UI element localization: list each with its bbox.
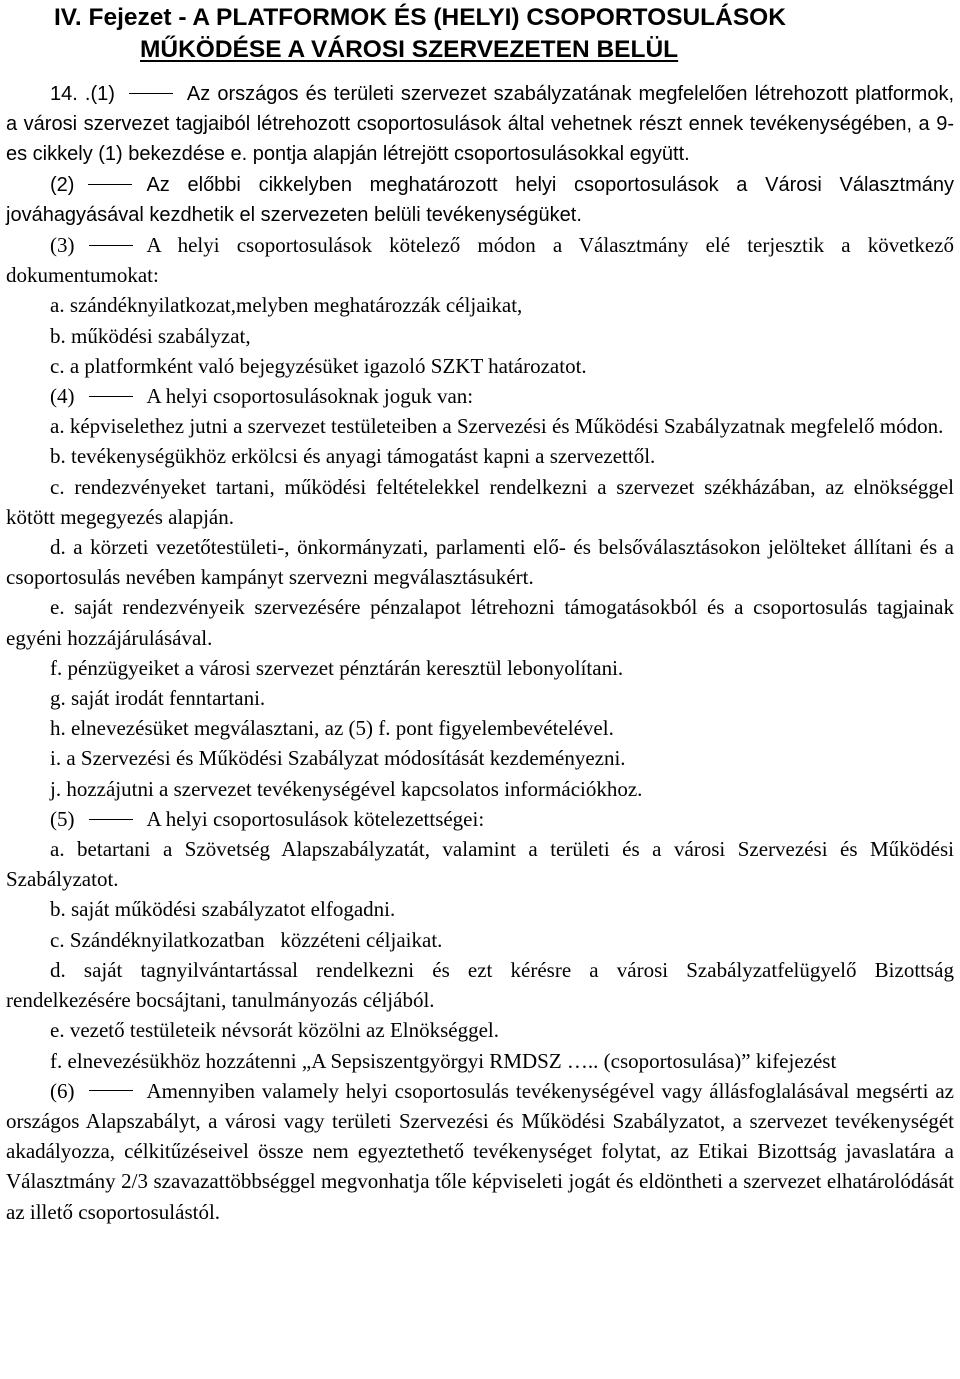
dash-separator	[89, 819, 133, 820]
dash-separator	[89, 1090, 133, 1091]
paragraph-5-text: A helyi csoportosulások kötelezettségei:	[146, 806, 485, 831]
list-item: g. saját irodát fenntartani.	[50, 686, 266, 711]
list-item: a. betartani a Szövetség Alapszabályzatát, valamint a területi és a városi Szervezési és Működési Szabályzatot.	[6, 837, 954, 892]
list-item: j. hozzájutni a szervezet tevékenységével kapcsolatos információkhoz.	[50, 776, 643, 801]
dash-separator	[89, 245, 133, 246]
list-item: c. a platformként való bejegyzésüket igazoló SZKT határozatot.	[50, 353, 587, 378]
list-item: b. működési szabályzat,	[50, 323, 251, 348]
dash-separator	[129, 93, 173, 94]
article-number: 14. .(1)	[50, 83, 115, 105]
paragraph-6-number: (6)	[50, 1078, 75, 1103]
list-item: f. pénzügyeiket a városi szervezet pénztárán keresztül lebonyolítani.	[50, 655, 624, 680]
paragraph-3-text: A helyi csoportosulások kötelező módon a Választmány elé terjesztik a következő dokumentumokat:	[6, 233, 954, 288]
dash-separator	[88, 184, 132, 185]
paragraph-3	[6, 230, 954, 290]
paragraph-2	[6, 170, 954, 230]
paragraph-4-number: (4)	[50, 384, 75, 409]
list-item: e. saját rendezvényeik szervezésére pénzalapot létrehozni támogatásokból és a csoportosulás tagjainak egyéni hozzájárulásával.	[6, 595, 954, 650]
dash-separator	[89, 396, 133, 397]
list-item: a. képviselethez jutni a szervezet testületeiben a Szervezési és Működési Szabályzatnak megfelelő módon.	[50, 414, 944, 439]
list-item: d. a körzeti vezetőtestületi-, önkormányzati, parlamenti elő- és belsőválasztásokon jelölteket állítani és a csoportosulás nevében kampányt szervezni megválasztásukért.	[6, 535, 954, 590]
list-item: f. elnevezésükhöz hozzátenni „A Sepsiszentgyörgyi RMDSZ ….. (csoportosulása)” kifejezést	[50, 1048, 837, 1073]
list-item: d. saját tagnyilvántartással rendelkezni és ezt kérésre a városi Szabályzatfelügyelő Bizottság rendelkezésére bocsájtani, tanulmányozás céljából.	[6, 957, 954, 1013]
paragraph-2-text: Az előbbi cikkelyben meghatározott helyi csoportosulások a Városi Választmány jováhagyásával kezdhetik el szervezeten belüli tevékenységüket.	[6, 173, 954, 226]
list-item: c. Szándéknyilatkozatban közzéteni céljaikat.	[50, 927, 443, 952]
list-item: b. tevékenységükhöz erkölcsi és anyagi támogatást kapni a szervezettől.	[50, 444, 656, 469]
paragraph-5	[6, 804, 954, 834]
paragraph-4-text: A helyi csoportosulásoknak joguk van:	[146, 384, 474, 409]
list-item: a. szándéknyilatkozat,melyben meghatározzák céljaikat,	[50, 293, 523, 318]
list-item: h. elnevezésüket megválasztani, az (5) f. pont figyelembevételével.	[50, 716, 614, 741]
paragraph-1-text: Az országos és területi szervezet szabályzatának megfelelően létrehozott platformok, a városi szervezet tagjaiból létrehozott csoportosulások által vehetnek részt ennek tevékenységében, a 9-es cikkely (1) bekezdése e. pontja alapján létrejött csoportosulásokkal együtt.	[6, 83, 955, 166]
paragraph-6-text: Amennyiben valamely helyi csoportosulás tevékenységével vagy állásfoglalásával megsérti az országos Alapszabályt, a városi vagy területi Szervezési és Működési Szabályzatot, a szervezet tevékenységét akadályozza, célkitűzéseivel össze nem egyeztethető tevékenységet folytat, az Etikai Bizottság javaslatára a Választmány 2/3 szavazattöbbséggel megvonhatja tőle képviseleti jogát és eldöntheti a szervezet elhatárolódását az illető csoportosulástól.	[6, 1078, 954, 1224]
chapter-title	[6, 2, 954, 66]
chapter-title-line1: IV. Fejezet - A PLATFORMOK ÉS (HELYI) CSOPORTOSULÁSOK	[54, 4, 786, 31]
list-item: b. saját működési szabályzatot elfogadni.	[50, 897, 396, 922]
chapter-title-line2: MŰKÖDÉSE A VÁROSI SZERVEZETEN BELÜL	[140, 36, 679, 63]
article-body	[6, 79, 954, 1227]
list-item: i. a Szervezési és Működési Szabályzat módosítását kezdeményezni.	[50, 746, 626, 771]
paragraph-3-number: (3)	[50, 233, 75, 258]
paragraph-6	[6, 1076, 954, 1227]
paragraph-5-number: (5)	[50, 806, 75, 831]
list-item: c. rendezvényeket tartani, működési feltételekkel rendelkezni a szervezet székházában, az elnökséggel kötött megegyezés alapján.	[6, 474, 954, 529]
paragraph-1	[6, 79, 954, 170]
paragraph-4	[6, 381, 954, 411]
list-item: e. vezető testületeik névsorát közölni az Elnökséggel.	[50, 1018, 500, 1043]
paragraph-2-number: (2)	[50, 173, 75, 196]
